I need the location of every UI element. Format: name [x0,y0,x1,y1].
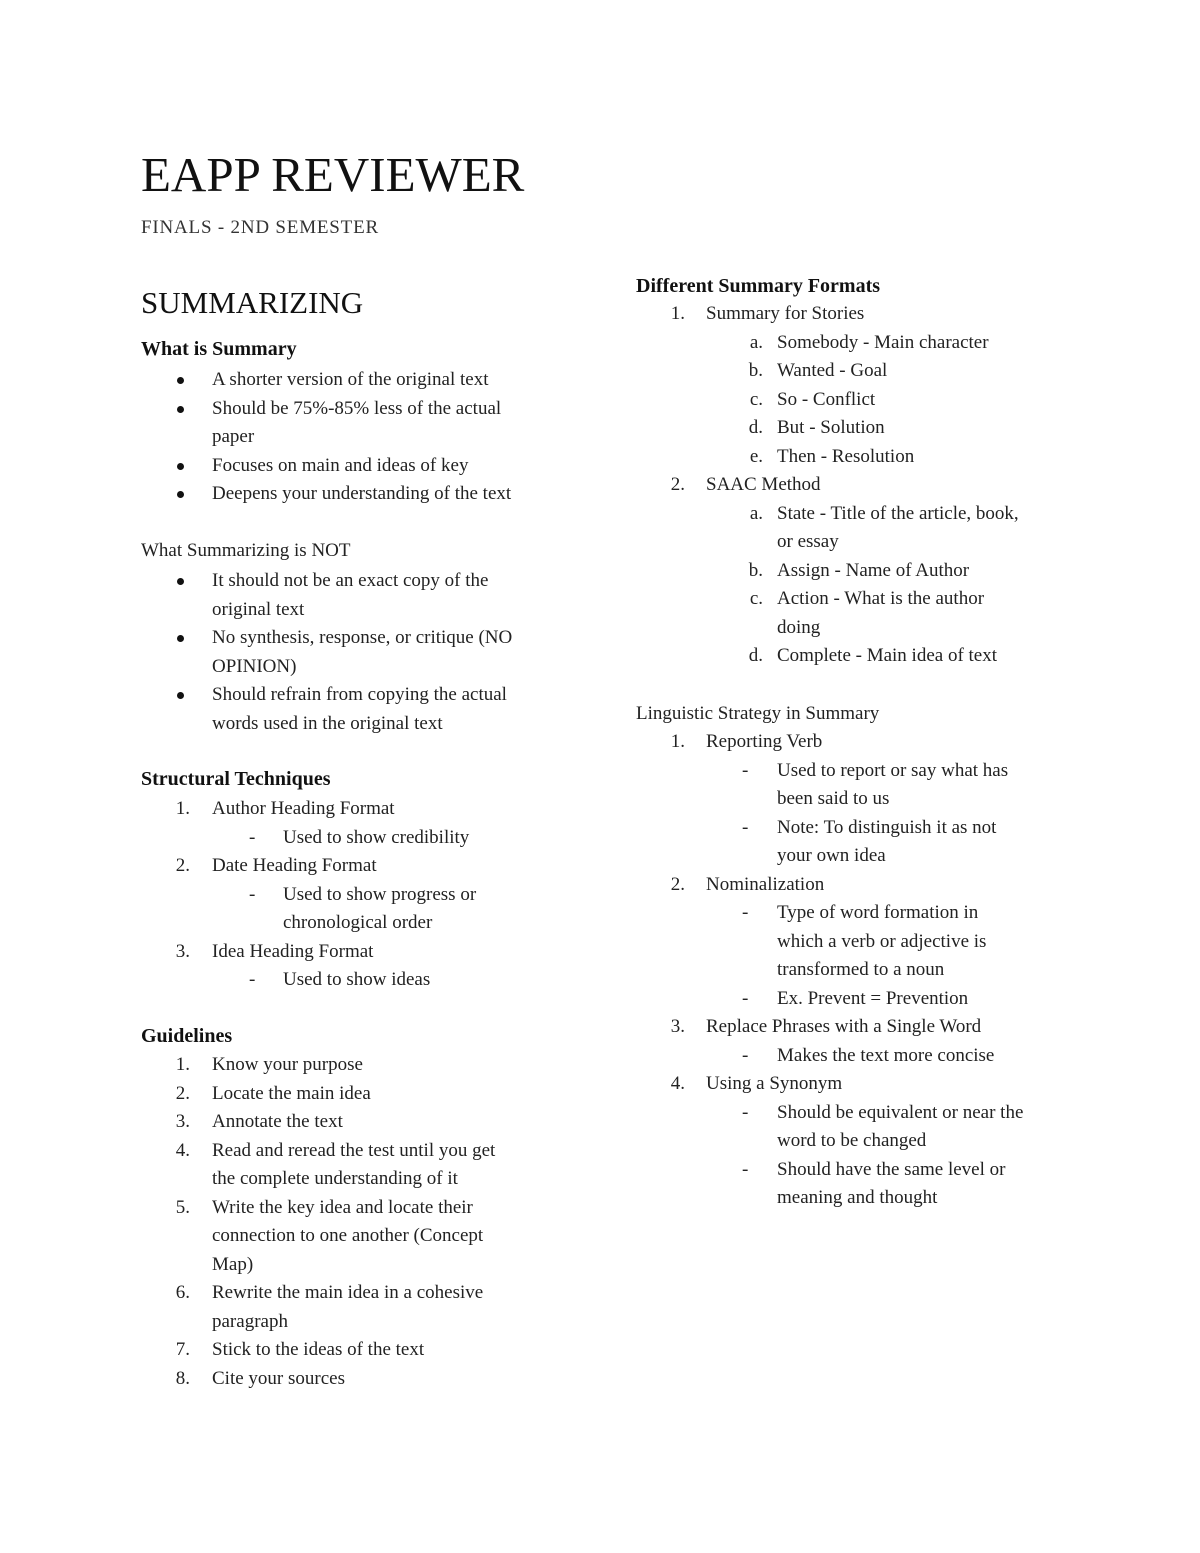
sub-item-text: Used to show credibility [283,826,470,848]
sub-item-marker: - [249,826,256,848]
list-number: 1. [175,1054,190,1075]
list-item-label: Idea Heading Format [212,940,374,962]
sub-item-marker: b. [748,559,763,581]
sub-item-marker: a. [749,331,763,353]
list-item-text: the complete understanding of it [212,1168,458,1189]
sub-item-marker: - [742,1158,749,1180]
list-item-label: Author Heading Format [212,798,395,819]
sub-item-marker: d. [748,417,763,438]
list-number: 6. [175,1282,190,1303]
sub-item-text: meaning and thought [777,1187,938,1208]
sub-item-marker: b. [748,360,763,381]
list-item-label: Reporting Verb [706,731,823,752]
sub-item-text: been said to us [777,788,890,809]
sub-item-text: Then - Resolution [777,445,915,467]
bullet-item-text: Focuses on main and ideas of key [212,454,469,476]
what-is-summary-heading: What is Summary [141,338,297,360]
bullet-icon [177,692,184,699]
sub-item-text: But - Solution [777,417,885,438]
bullet-item-text: words used in the original text [212,712,443,734]
sub-item-marker: - [742,1101,749,1123]
section-heading-summarizing: SUMMARIZING [141,285,364,320]
sub-item-text: Should have the same level or [777,1158,1006,1180]
sub-item-text: So - Conflict [777,388,876,410]
bullet-icon [177,463,184,470]
bullet-icon [177,635,184,642]
list-item-text: Stick to the ideas of the text [212,1339,425,1360]
list-number: 5. [175,1196,190,1218]
list-item-label: Using a Synonym [706,1073,843,1094]
list-item-label: Replace Phrases with a Single Word [706,1016,982,1037]
list-item-text: Rewrite the main idea in a cohesive [212,1282,484,1303]
structural-techniques-heading: Structural Techniques [141,768,331,790]
sub-item-marker: d. [748,645,763,666]
list-number: 2. [670,474,685,495]
bullet-item-text: No synthesis, response, or critique (NO [212,627,513,648]
bullet-item-text: Should be 75%-85% less of the actual [212,397,502,419]
sub-item-marker: a. [749,502,763,524]
list-item-label: Date Heading Format [212,855,377,876]
bullet-item-text: OPINION) [212,655,297,677]
list-item-label: SAAC Method [706,474,821,495]
sub-item-marker: - [742,987,749,1009]
document-title: EAPP REVIEWER [141,147,525,202]
bullet-icon [177,491,184,498]
list-number: 3. [175,940,190,962]
sub-item-marker: - [249,969,256,990]
list-number: 3. [175,1111,190,1132]
sub-item-text: Somebody - Main character [777,331,989,353]
list-number: 3. [670,1016,685,1037]
bullet-item-text: Should refrain from copying the actual [212,684,507,705]
list-item-text: Locate the main idea [212,1082,371,1104]
list-item-text: Know your purpose [212,1054,363,1075]
sub-item-text: your own idea [777,845,886,866]
list-item-text: paragraph [212,1310,288,1332]
list-item-text: connection to one another (Concept [212,1225,484,1246]
sub-item-text: Action - What is the author [777,588,985,609]
different-summary-formats-heading: Different Summary Formats [636,275,881,297]
list-number: 2. [670,873,685,895]
sub-item-marker: c. [749,588,763,609]
sub-item-text: Used to show ideas [283,969,431,990]
sub-item-text: Note: To distinguish it as not [777,816,997,838]
sub-item-marker: - [742,759,749,781]
list-item-label: Summary for Stories [706,303,865,324]
document-subtitle: FINALS - 2ND SEMESTER [141,217,379,238]
list-number: 4. [175,1139,190,1161]
list-number: 1. [670,303,685,324]
sub-item-text: State - Title of the article, book, [777,502,1019,524]
sub-item-marker: - [742,816,749,838]
list-number: 7. [175,1339,190,1360]
list-item-text: Annotate the text [212,1111,343,1132]
list-number: 2. [175,1082,190,1104]
sub-item-marker: c. [749,388,763,410]
bullet-item-text: Deepens your understanding of the text [212,483,512,504]
sub-item-text: Should be equivalent or near the [777,1101,1024,1123]
list-item-text: Read and reread the test until you get [212,1139,496,1161]
sub-item-marker: - [742,902,749,923]
what-is-not-heading: What Summarizing is NOT [141,540,351,561]
sub-item-text: Makes the text more concise [777,1044,995,1066]
list-number: 1. [670,731,685,752]
guidelines-heading: Guidelines [141,1025,233,1047]
linguistic-strategy-heading: Linguistic Strategy in Summary [636,703,880,724]
sub-item-text: transformed to a noun [777,959,945,980]
sub-item-text: or essay [777,531,839,552]
bullet-item-text: A shorter version of the original text [212,369,489,390]
list-item-label: Nominalization [706,873,825,895]
sub-item-text: which a verb or adjective is [777,930,987,952]
list-number: 4. [670,1073,685,1094]
list-item-text: Map) [212,1253,254,1275]
sub-item-marker: - [742,1044,749,1066]
bullet-icon [177,406,184,413]
list-item-text: Write the key idea and locate their [212,1196,473,1218]
sub-item-text: Ex. Prevent = Prevention [777,987,969,1009]
sub-item-text: Used to show progress or [283,883,477,905]
bullet-icon [177,578,184,585]
sub-item-text: Complete - Main idea of text [777,645,998,666]
list-number: 1. [175,798,190,819]
sub-item-text: Assign - Name of Author [777,559,970,581]
bullet-item-text: It should not be an exact copy of the [212,570,489,591]
sub-item-text: Wanted - Goal [777,360,888,381]
list-number: 2. [175,855,190,876]
bullet-icon [177,377,184,384]
sub-item-marker: - [249,883,256,905]
sub-item-text: word to be changed [777,1130,927,1151]
sub-item-text: Type of word formation in [777,902,979,923]
bullet-item-text: original text [212,598,305,620]
sub-item-text: doing [777,616,821,638]
sub-item-marker: e. [749,445,763,467]
bullet-item-text: paper [212,426,255,447]
list-item-text: Cite your sources [212,1367,345,1389]
sub-item-text: Used to report or say what has [777,759,1009,781]
sub-item-text: chronological order [283,912,433,933]
list-number: 8. [175,1367,190,1389]
